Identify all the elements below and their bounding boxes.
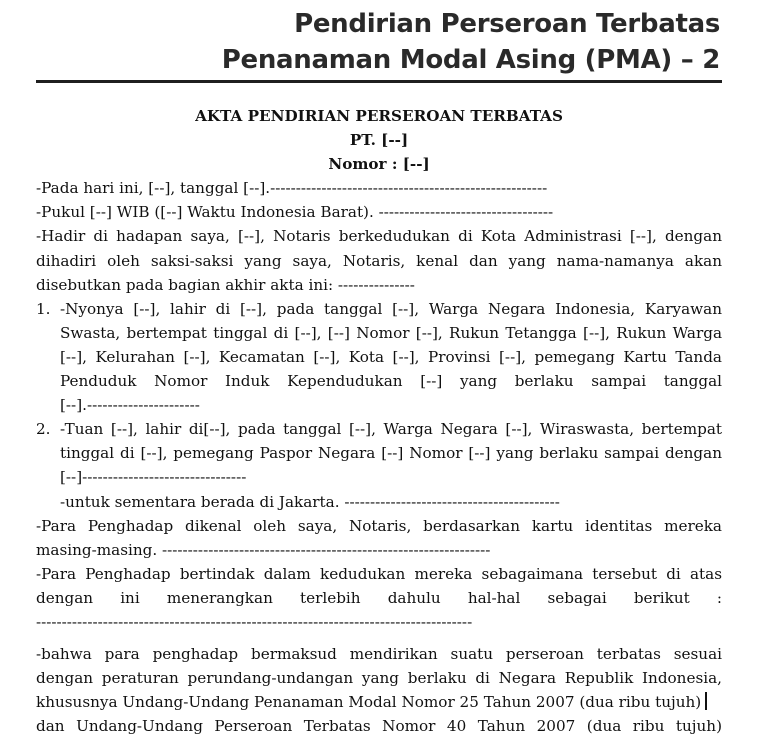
header-title-line1: Pendirian Perseroan Terbatas bbox=[294, 9, 720, 39]
list-item-text bbox=[60, 297, 722, 417]
paragraph-line bbox=[36, 690, 722, 714]
deed-number: Nomor : [--] bbox=[328, 155, 430, 174]
deed-title: AKTA PENDIRIAN PERSEROAN TERBATAS bbox=[195, 107, 563, 125]
paragraph-line: [--]-------------------------------- bbox=[60, 468, 247, 487]
list-item-number: 2. bbox=[36, 420, 51, 439]
list-item bbox=[36, 417, 722, 513]
paragraph-line: -Pukul [--] WIB ([--] Waktu Indonesia Barat). ---------------------------------- bbox=[36, 203, 554, 222]
text-cursor bbox=[705, 692, 707, 710]
paragraph-line: -untuk sementara berada di Jakarta. ------------------------------------------ bbox=[60, 492, 560, 511]
paragraph-line: tinggal di [--], pemegang Paspor Negara [--] Nomor [--] yang berlaku sampai dengan bbox=[60, 444, 722, 463]
paragraph-line: -bahwa para penghadap bermaksud mendirikan suatu perseroan terbatas sesuai bbox=[36, 645, 722, 664]
paragraph-line: -Pada hari ini, [--], tanggal [--].------------------------------------------------------ bbox=[36, 179, 548, 198]
paragraph-line: -Nyonya [--], lahir di [--], pada tanggal [--], Warga Negara Indonesia, Karyawan bbox=[60, 299, 722, 318]
paragraph-line: dengan ini menerangkan terlebih dahulu hal-hal sebagai berikut : bbox=[36, 588, 722, 607]
paragraph-line: disebutkan pada bagian akhir akta ini: --------------- bbox=[36, 275, 415, 294]
document-header bbox=[222, 6, 720, 78]
list-item-number: 1. bbox=[36, 299, 51, 318]
paragraph-line: dan Undang-Undang Perseroan Terbatas Nomor 40 Tahun 2007 (dua ribu tujuh) bbox=[36, 717, 722, 736]
paragraph-line: Swasta, bertempat tinggal di [--], [--] Nomor [--], Rukun Tetangga [--], Rukun Warga bbox=[60, 323, 722, 342]
paragraph-line: Penduduk Nomor Induk Kependudukan [--] yang berlaku sampai tanggal bbox=[60, 372, 722, 391]
paragraph-line: -Tuan [--], lahir di[--], pada tanggal [--], Warga Negara [--], Wiraswasta, bertempat bbox=[60, 420, 722, 439]
paragraph-line: [--].---------------------- bbox=[60, 396, 200, 415]
header-title-line2: Penanaman Modal Asing (PMA) – 2 bbox=[221, 45, 720, 75]
list-item bbox=[36, 297, 722, 417]
paragraph-line: dihadiri oleh saksi-saksi yang saya, Notaris, kenal dan yang nama-namanya akan bbox=[36, 251, 722, 270]
paragraph-line: masing-masing. ---------------------------------------------------------------- bbox=[36, 540, 491, 559]
paragraph-line: -Para Penghadap dikenal oleh saya, Notaris, berdasarkan kartu identitas mereka bbox=[36, 516, 722, 535]
paragraph-line: -Hadir di hadapan saya, [--], Notaris berkedudukan di Kota Administrasi [--], dengan bbox=[36, 227, 722, 246]
header-rule bbox=[36, 80, 722, 83]
dash-separator: ------------------------------------------------------------------------------------- bbox=[36, 612, 473, 631]
list-item-text bbox=[60, 417, 722, 513]
deed-body bbox=[36, 104, 722, 738]
paragraph-line: -Para Penghadap bertindak dalam kedudukan mereka sebagaimana tersebut di atas bbox=[36, 564, 722, 583]
paragraph-line: dengan peraturan perundang-undangan yang berlaku di Negara Republik Indonesia, bbox=[36, 669, 722, 688]
paragraph-line-text: khususnya Undang-Undang Penanaman Modal Nomor 25 Tahun 2007 (dua ribu tujuh) bbox=[36, 693, 702, 712]
paragraph-line: [--], Kelurahan [--], Kecamatan [--], Kota [--], Provinsi [--], pemegang Kartu Tanda bbox=[60, 347, 722, 366]
deed-company: PT. [--] bbox=[349, 131, 409, 150]
